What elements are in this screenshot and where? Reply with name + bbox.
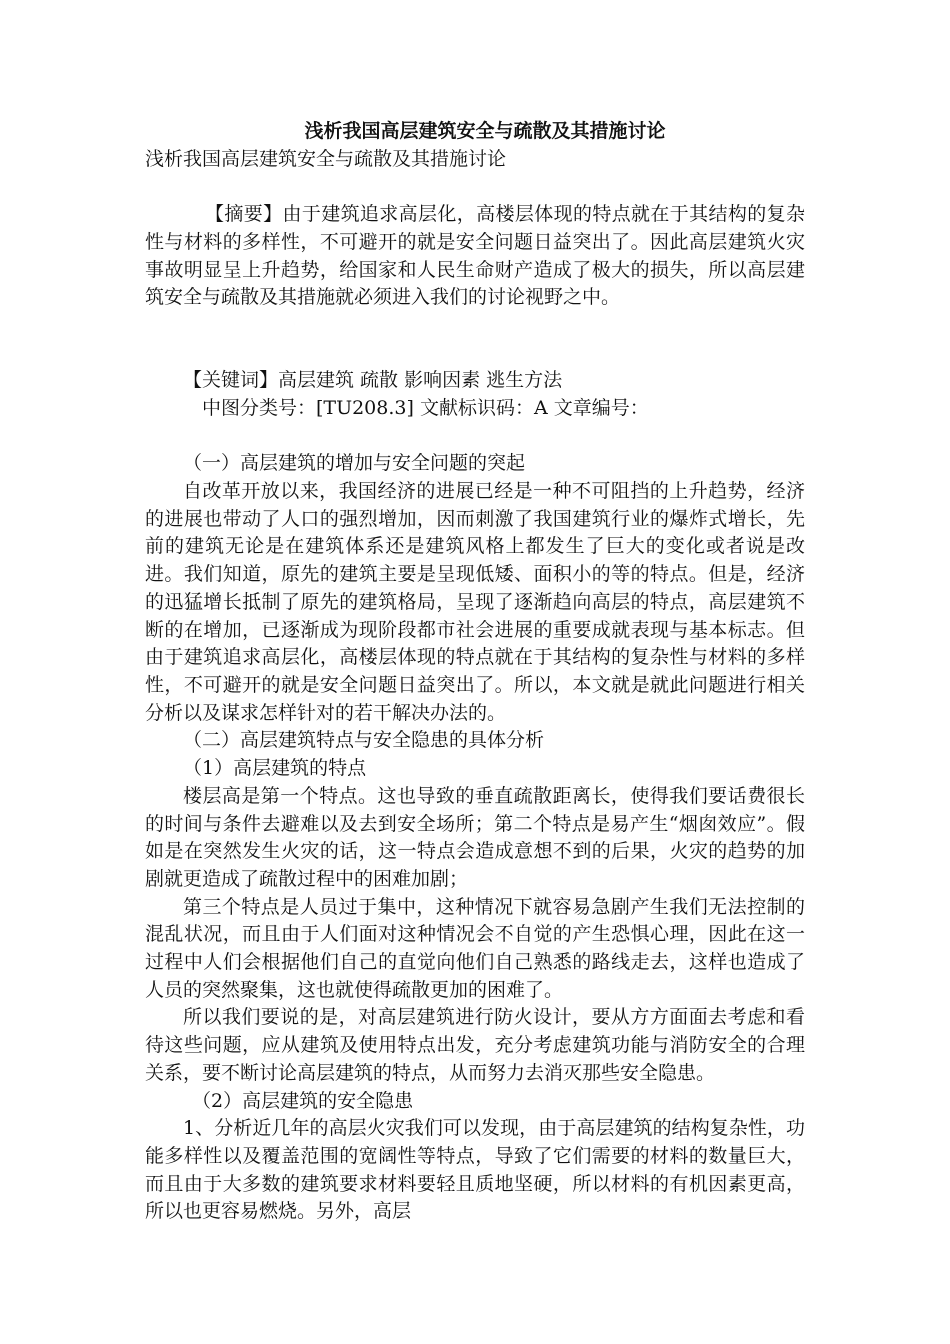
document-page	[145, 118, 805, 1226]
abstract-paragraph: 【摘要】由于建筑追求高层化，高楼层体现的特点就在于其结构的复杂性与材料的多样性，不可避开的就是安全问题日益突出了。因此高层建筑火灾事故明显呈上升趋势，给国家和人民生命财产造成了极大的损失，所以高层建筑安全与疏散及其措施就必须进入我们的讨论视野之中。	[145, 203, 805, 309]
document-title: 浅析我国高层建筑安全与疏散及其措施讨论	[304, 120, 666, 142]
blank-line	[145, 423, 805, 451]
sub1-heading: （1）高层建筑的特点	[183, 757, 367, 780]
sub1-paragraph-1: 楼层高是第一个特点。这也导致的垂直疏散距离长，使得我们要话费很长的时间与条件去避难以及去到安全场所；第二个特点是易产生“烟囱效应”。假如是在突然发生火灾的话，这一特点会造成意想不到的后果，火灾的趋势的加剧就更造成了疏散过程中的困难加剧；	[145, 784, 805, 890]
blank-line	[145, 312, 805, 340]
sub2-heading: （2）高层建筑的安全隐患	[192, 1089, 414, 1112]
blank-line	[145, 340, 805, 368]
sub1-paragraph-3: 所以我们要说的是，对高层建筑进行防火设计，要从方方面面去考虑和看待这些问题，应从建筑及使用特点出发，充分考虑建筑功能与消防安全的合理关系，要不断讨论高层建筑的特点，从而努力去消灭那些安全隐患。	[145, 1006, 805, 1084]
sub2-paragraph-1: 1、分析近几年的高层火灾我们可以发现，由于高层建筑的结构复杂性，功能多样性以及覆盖范围的宽阔性等特点，导致了它们需要的材料的数量巨大，而且由于大多数的建筑要求材料要轻且质地坚硬，所以材料的有机因素更高，所以也更容易燃烧。另外，高层	[145, 1117, 805, 1223]
keywords-line: 【关键词】高层建筑 疏散 影响因素 逃生方法	[183, 369, 563, 392]
classification-line: 中图分类号：[TU208.3] 文献标识码：A 文章编号：	[202, 396, 649, 419]
section2-heading: （二）高层建筑特点与安全隐患的具体分析	[183, 729, 545, 752]
section1-body: 自改革开放以来，我国经济的进展已经是一种不可阻挡的上升趋势，经济的进展也带动了人口的强烈增加，因而刺激了我国建筑行业的爆炸式增长，先前的建筑无论是在建筑体系还是建筑风格上都发生了巨大的变化或者说是改进。我们知道，原先的建筑主要是呈现低矮、面积小的等的特点。但是，经济的迅猛增长抵制了原先的建筑格局，呈现了逐渐趋向高层的特点，高层建筑不断的在增加，已逐渐成为现阶段都市社会进展的重要成就表现与基本标志。但由于建筑追求高层化，高楼层体现的特点就在于其结构的复杂性与材料的多样性，不可避开的就是安全问题日益突出了。所以，本文就是就此问题进行相关分析以及谋求怎样针对的若干解决办法的。	[145, 480, 805, 724]
section1-heading: （一）高层建筑的增加与安全问题的突起	[183, 452, 526, 475]
document-subtitle: 浅析我国高层建筑安全与疏散及其措施讨论	[145, 147, 507, 170]
blank-line	[145, 173, 805, 201]
sub1-paragraph-2: 第三个特点是人员过于集中，这种情况下就容易急剧产生我们无法控制的混乱状况，而且由于人们面对这种情况会不自觉的产生恐惧心理，因此在这一过程中人们会根据他们自己的直觉向他们自己熟悉的路线走去，这样也造成了人员的突然聚集，这也就使得疏散更加的困难了。	[145, 895, 805, 1001]
